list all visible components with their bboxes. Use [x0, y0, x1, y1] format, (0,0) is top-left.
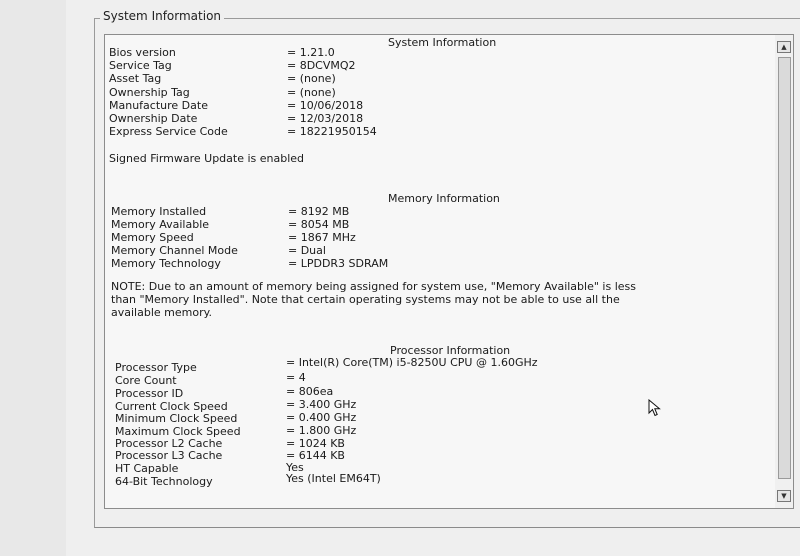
row-value: = 1024 KB — [286, 437, 345, 450]
row-value: = 1.21.0 — [287, 46, 335, 59]
row-value: = 8192 MB — [288, 205, 350, 218]
row-value: = (none) — [287, 72, 336, 85]
row-label: Core Count — [115, 374, 177, 387]
row-label: Processor L2 Cache — [115, 437, 223, 450]
row-value: = 1.800 GHz — [286, 424, 357, 437]
mouse-pointer-icon — [648, 399, 662, 421]
memory-note-line-3: available memory. — [111, 306, 213, 319]
scroll-down-arrow-icon[interactable]: ▼ — [777, 490, 791, 502]
memory-information-heading: Memory Information — [388, 192, 500, 205]
row-label: Maximum Clock Speed — [115, 425, 241, 438]
row-value: = 3.400 GHz — [286, 398, 357, 411]
row-label: 64-Bit Technology — [115, 475, 213, 488]
scrollbar-thumb[interactable] — [778, 57, 791, 479]
processor-information-heading: Processor Information — [390, 344, 511, 357]
system-information-heading: System Information — [388, 36, 497, 49]
row-label: Service Tag — [109, 59, 172, 72]
row-value: = 6144 KB — [286, 449, 345, 462]
row-value: = 8DCVMQ2 — [287, 59, 356, 72]
row-label: Minimum Clock Speed — [115, 412, 238, 425]
row-value: = 1867 MHz — [288, 231, 356, 244]
vertical-scrollbar[interactable] — [775, 34, 794, 509]
row-label: Ownership Tag — [109, 86, 190, 99]
row-value: = 0.400 GHz — [286, 411, 357, 424]
row-value: Yes — [286, 461, 304, 474]
memory-note-line-2: than "Memory Installed". Note that certain operating systems may not be able to use all the — [111, 293, 620, 306]
row-value: = (none) — [287, 86, 336, 99]
row-label: Memory Available — [111, 218, 210, 231]
row-value: = Intel(R) Core(TM) i5-8250U CPU @ 1.60GHz — [286, 356, 538, 369]
row-label: Processor ID — [115, 387, 184, 400]
row-value: Yes (Intel EM64T) — [286, 472, 381, 485]
row-value: = 8054 MB — [288, 218, 350, 231]
row-label: Express Service Code — [109, 125, 228, 138]
row-value: = 12/03/2018 — [287, 112, 364, 125]
row-label: Processor L3 Cache — [115, 449, 223, 462]
row-value: = 18221950154 — [287, 125, 377, 138]
left-navigation-pane — [0, 0, 67, 556]
row-label: Memory Channel Mode — [111, 244, 238, 257]
row-value: = 10/06/2018 — [287, 99, 364, 112]
row-value: = 4 — [286, 371, 306, 384]
groupbox-title: System Information — [100, 9, 224, 23]
row-label: HT Capable — [115, 462, 179, 475]
memory-note-line-1: NOTE: Due to an amount of memory being assigned for system use, "Memory Available" is less — [111, 280, 636, 293]
row-value: = Dual — [288, 244, 326, 257]
system-information-panel — [104, 34, 777, 509]
row-label: Memory Technology — [111, 257, 221, 270]
scroll-up-arrow-icon[interactable]: ▲ — [777, 41, 791, 53]
row-label: Memory Speed — [111, 231, 194, 244]
row-label: Bios version — [109, 46, 176, 59]
row-label: Processor Type — [115, 361, 197, 374]
row-label: Ownership Date — [109, 112, 198, 125]
row-value: = 806ea — [286, 385, 334, 398]
row-label: Current Clock Speed — [115, 400, 228, 413]
firmware-status-text: Signed Firmware Update is enabled — [109, 152, 305, 165]
row-label: Manufacture Date — [109, 99, 208, 112]
row-label: Asset Tag — [109, 72, 162, 85]
row-value: = LPDDR3 SDRAM — [288, 257, 389, 270]
row-label: Memory Installed — [111, 205, 207, 218]
